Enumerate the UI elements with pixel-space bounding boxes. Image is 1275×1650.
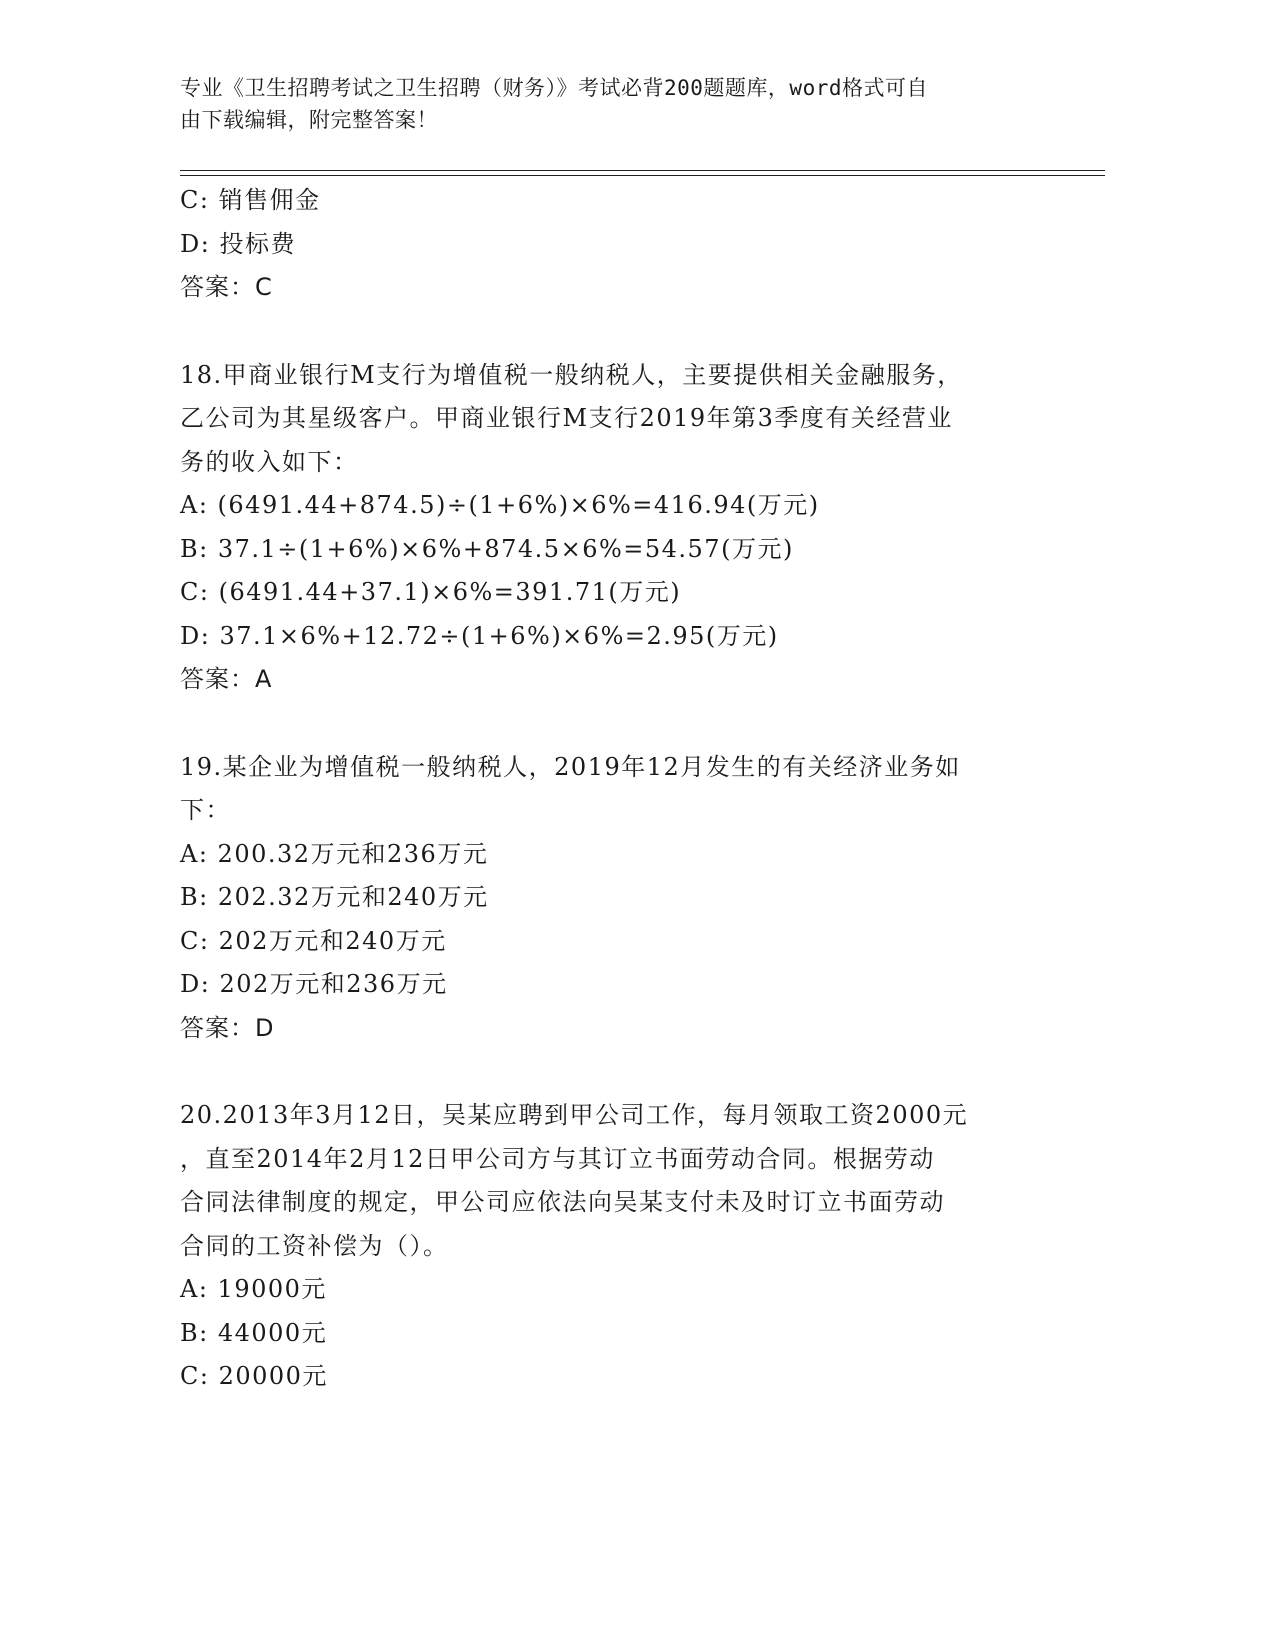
- option-c: C: 202万元和240万元: [180, 926, 447, 955]
- question-stem-line: 19.某企业为增值税一般纳税人，2019年12月发生的有关经济业务如: [180, 752, 961, 781]
- header-divider-top: [180, 170, 1105, 171]
- question-20: [180, 1094, 1060, 1399]
- option-a: A: 19000元: [180, 1275, 327, 1303]
- option-c: C: 销售佣金: [180, 186, 321, 214]
- header-divider-bottom: [180, 175, 1105, 176]
- document-header: [180, 72, 1060, 136]
- spacer: [180, 1050, 1060, 1094]
- question-stem-line: 下：: [180, 796, 231, 824]
- question-stem-line: 合同法律制度的规定，甲公司应依法向吴某支付未及时订立书面劳动: [180, 1188, 945, 1216]
- question-list: [180, 179, 1060, 1399]
- question-stem-line: 务的收入如下：: [180, 447, 359, 476]
- spacer: [180, 310, 1060, 354]
- question-stem-line: 乙公司为其星级客户。甲商业银行M支行2019年第3季度有关经营业: [180, 404, 953, 432]
- question-stem-line: ，直至2014年2月12日甲公司方与其订立书面劳动合同。根据劳动: [180, 1144, 935, 1173]
- option-d: D: 投标费: [180, 229, 296, 258]
- option-a: A: 200.32万元和236万元: [180, 839, 489, 868]
- option-c: C: 20000元: [180, 1362, 328, 1390]
- header-line-1: 专业《卫生招聘考试之卫生招聘（财务）》考试必背200题题库，word格式可自: [180, 76, 928, 100]
- answer-line: 答案：D: [180, 1013, 275, 1042]
- previous-question-tail: [180, 179, 1060, 310]
- question-stem-line: 18.甲商业银行M支行为增值税一般纳税人，主要提供相关金融服务，: [180, 360, 963, 389]
- header-line-2: 由下载编辑，附完整答案！: [180, 108, 438, 132]
- answer-line: 答案：A: [180, 665, 273, 693]
- option-d: D: 202万元和236万元: [180, 970, 448, 998]
- question-18: [180, 354, 1060, 702]
- option-b: B: 44000元: [180, 1318, 328, 1347]
- option-a: A: (6491.44+874.5)÷(1+6%)×6%=416.94(万元): [180, 491, 820, 519]
- option-b: B: 202.32万元和240万元: [180, 883, 489, 911]
- option-b: B: 37.1÷(1+6%)×6%+874.5×6%=54.57(万元): [180, 534, 794, 563]
- question-19: [180, 746, 1060, 1051]
- question-stem-line: 合同的工资补偿为（）。: [180, 1231, 449, 1260]
- spacer: [180, 702, 1060, 746]
- question-stem-line: 20.2013年3月12日，吴某应聘到甲公司工作，每月领取工资2000元: [180, 1101, 969, 1129]
- option-d: D: 37.1×6%+12.72÷(1+6%)×6%=2.95(万元): [180, 621, 779, 650]
- answer-line: 答案：C: [180, 273, 273, 301]
- option-c: C: (6491.44+37.1)×6%=391.71(万元): [180, 578, 682, 606]
